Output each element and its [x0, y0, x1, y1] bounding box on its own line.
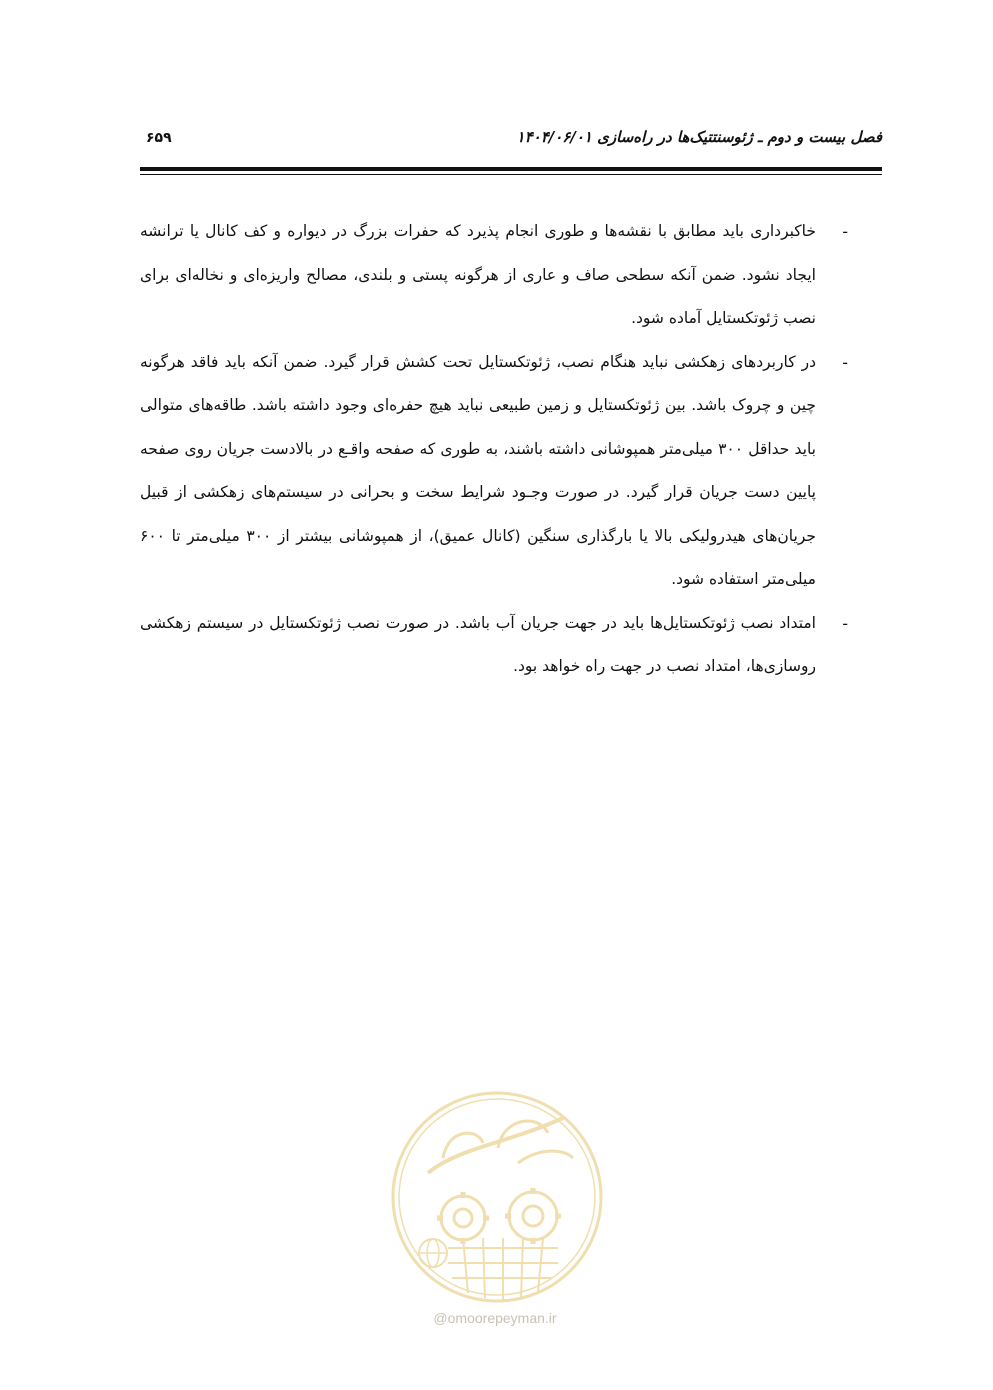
bullet-dash: -: [842, 222, 848, 241]
bullet-text: امتداد نصب ژئوتکستایل‌ها باید در جهت جریان آب باشد. در صورت نصب ژئوتکستایل در سیستم زهکشی روسازی‌ها، امتداد نصب در جهت راه خواهد بود.: [140, 613, 816, 675]
watermark-logo-icon: [388, 1088, 606, 1306]
page-number: ۶۵۹: [146, 130, 172, 146]
chapter-title: فصل بیست و دوم ـ ژئوسنتتیک‌ها در راه‌سازی ۱۴۰۴/۰۶/۰۱: [516, 128, 882, 146]
page-header: [140, 124, 882, 164]
header-rule-thick: [140, 167, 882, 171]
watermark-caption: @omoorepeyman.ir: [433, 1310, 557, 1326]
bullet-item: [140, 341, 856, 602]
bullet-dash: -: [842, 613, 848, 633]
body-content: [140, 210, 856, 689]
bullet-item: [140, 602, 856, 689]
bullet-text: در کاربردهای زهکشی نباید هنگام نصب، ژئوتکستایل تحت کشش قرار گیرد. ضمن آنکه باید فاقد هرگونه چین و چروک باشد. بین ژئوتکستایل و زمین طبیعی نباید هیچ حفره‌ای وجود داشته باشد. طاقه‌های متوالی باید حداقل ۳۰۰ میلی‌متر همپوشانی داشته باشند، به طوری که صفحه واقـع در بالادست جریان روی صفحه پایین دست جریان قرار گیرد. در صورت وجـود شرایط سخت و بحرانی در سیستم‌های زهکشی از قبیل جریان‌های هیدرولیکی بالا یا بارگذاری سنگین (کانال عمیق)، از همپوشانی بیشتر از ۳۰۰ میلی‌متر تا ۶۰۰ میلی‌متر استفاده شود.: [140, 352, 816, 588]
bullet-dash: -: [842, 352, 848, 372]
bullet-item: [140, 210, 856, 341]
bullet-text: خاکبرداری باید مطابق با نقشه‌ها و طوری انجام پذیرد که حفرات بزرگ در دیواره و کف کانال یا ترانشه ایجاد نشود. ضمن آنکه سطحی صاف و عاری از هرگونه پستی و بلندی، مصالح واریزه‌ای و نخاله‌ای برای نصب ژئوتکستایل آماده شود.: [140, 222, 816, 327]
header-rule-thin: [140, 174, 882, 175]
